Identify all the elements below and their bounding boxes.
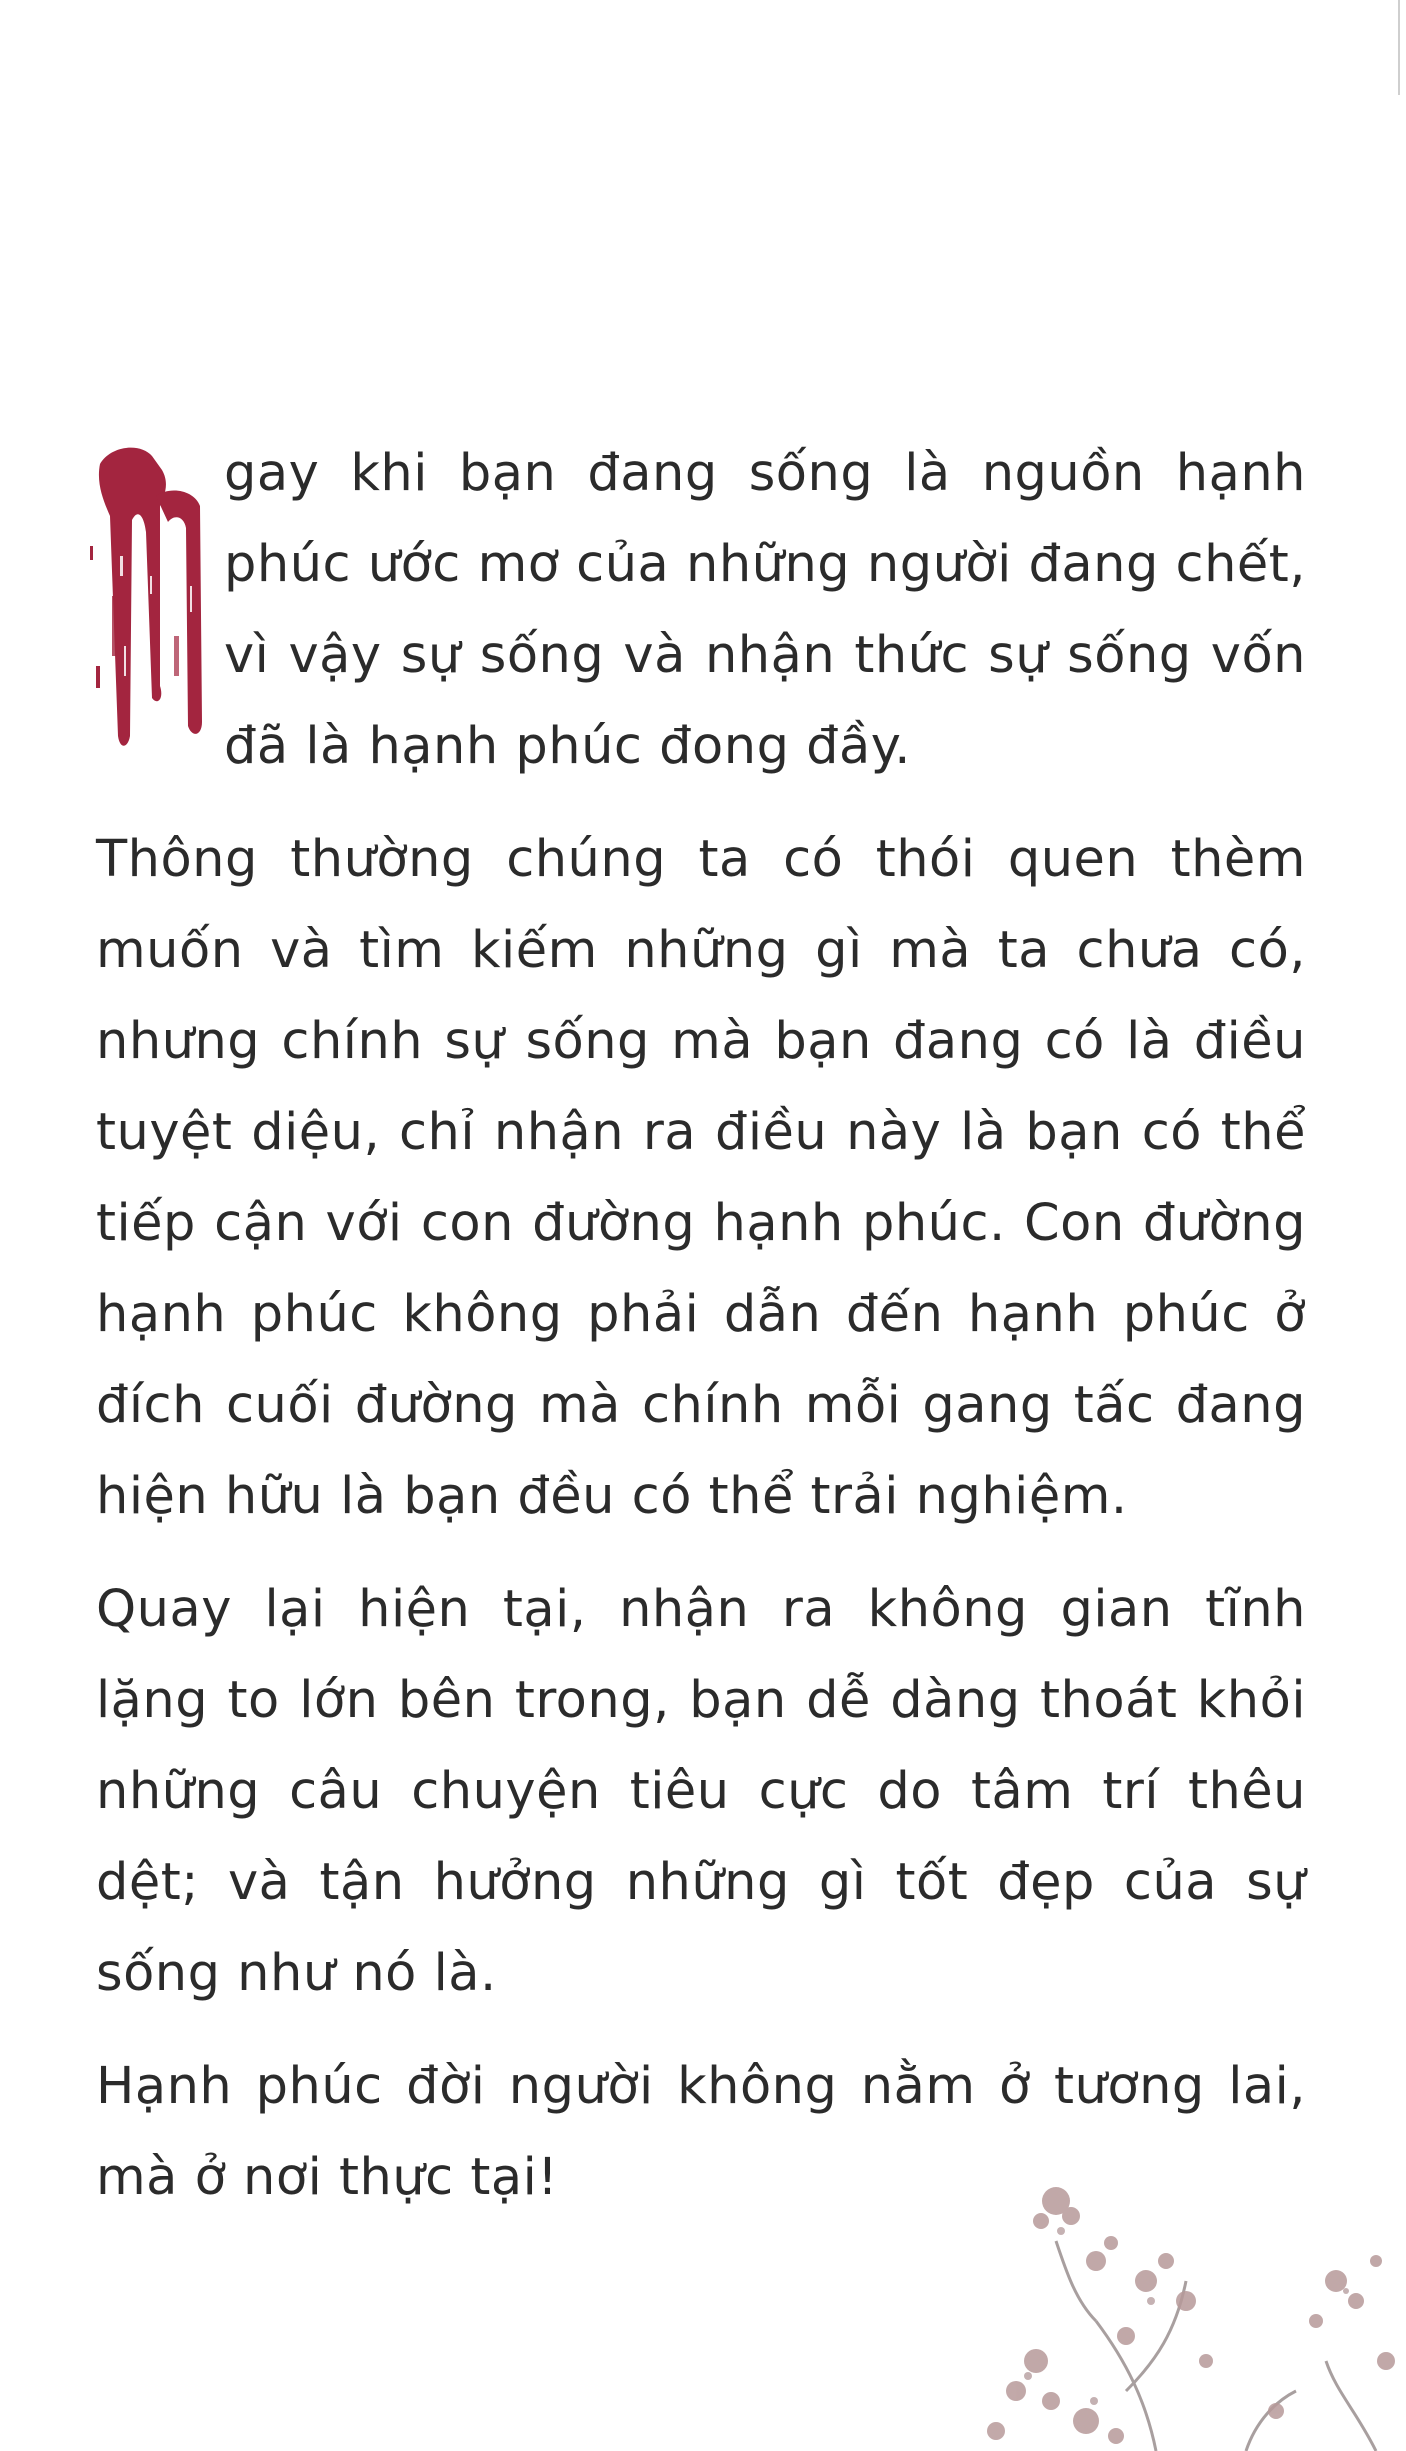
paragraph-1-text: gay khi bạn đang sống là nguồn hạnh phúc ước mơ của những người đang chết, vì vậy sự sống và nhận thức sự sống vốn đã là hạnh phúc đong đầy. (224, 444, 1306, 776)
paragraph-1 (96, 428, 1306, 792)
paragraph-2 (96, 814, 1306, 1542)
paragraph-3 (96, 1564, 1306, 2019)
drop-cap-n-logo (90, 436, 210, 756)
paragraph-3-text: Quay lại hiện tại, nhận ra không gian tĩnh lặng to lớn bên trong, bạn dễ dàng thoát khỏi những câu chuyện tiêu cực do tâm trí thêu dệt; và tận hưởng những gì tốt đẹp của sự sống như nó là. (96, 1580, 1306, 2003)
cherry-blossom-illustration (976, 2161, 1406, 2451)
body-text (96, 428, 1306, 2245)
paragraph-4-text: Hạnh phúc đời người không nằm ở tương lai, mà ở nơi thực tại! (96, 2057, 1306, 2207)
page-edge-line (1398, 0, 1400, 95)
paragraph-2-text: Thông thường chúng ta có thói quen thèm muốn và tìm kiếm những gì mà ta chưa có, nhưng chính sự sống mà bạn đang có là điều tuyệt diệu, chỉ nhận ra điều này là bạn có thể tiếp cận với con đường hạnh phúc. Con đường hạnh phúc không phải dẫn đến hạnh phúc ở đích cuối đường mà chính mỗi gang tấc đang hiện hữu là bạn đều có thể trải nghiệm. (96, 830, 1306, 1526)
